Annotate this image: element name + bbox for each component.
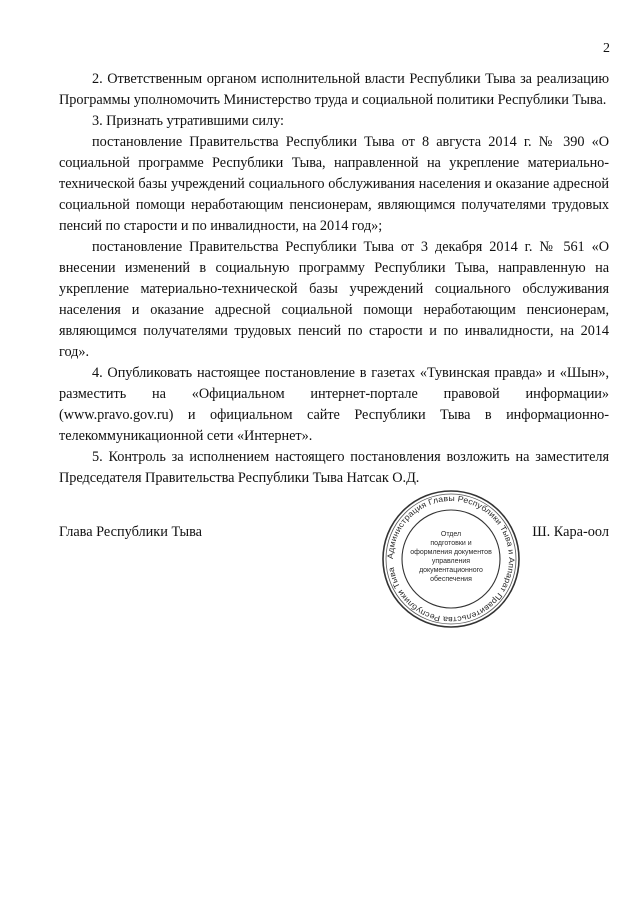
svg-text:Отдел: Отдел: [440, 531, 462, 538]
signatory-title: Глава Республики Тыва: [59, 524, 202, 540]
paragraph-repeal-heading: 3. Признать утратившими силу:: [92, 113, 284, 129]
signature-block: [59, 524, 609, 554]
svg-text:обеспечения: обеспечения: [430, 576, 472, 583]
paragraph-repeal-decree-390: постановление Правительства Республики Тыва от 8 августа 2014 г. № 390 «О социальной программе Республики Тыва, направленной на укрепление материально-технической базы учреждений социального обслуживания населения и оказание адресной социальной помощи неработающим пенсионерам, являющимся получателями трудовых пенсий по старости и по инвалидности, на 2014 год»;: [59, 134, 609, 234]
paragraph-control: 5. Контроль за исполнением настоящего постановления возложить на заместителя Председателя Правительства Республики Тыва Натсак О.Д.: [59, 449, 609, 486]
svg-text:документационного: документационного: [419, 567, 483, 574]
document-body: [59, 69, 609, 489]
signatory-name: Ш. Кара-оол: [532, 524, 609, 540]
svg-text:подготовки и: подготовки и: [430, 540, 472, 547]
svg-text:оформления документов: оформления документов: [410, 549, 492, 556]
svg-text:Администрация Главы Республики: Администрация Главы Республики Тыва и Аппарат Правительства Республики Тыва: [385, 493, 517, 625]
official-seal: [380, 488, 522, 630]
svg-text:управления: управления: [431, 558, 471, 565]
paragraph-repeal-decree-561: постановление Правительства Республики Тыва от 3 декабря 2014 г. № 561 «О внесении изменений в социальную программу Республики Тыва, направленную на укрепление материально-технической базы учреждений социального обслуживания населения и оказание адресной социальной помощи неработающим пенсионерам, являющимся получателями трудовых пенсий по старости и по инвалидности, на 2014 год».: [59, 239, 609, 360]
paragraph-publication: 4. Опубликовать настоящее постановление в газетах «Тувинская правда» и «Шын», разместить на «Официальном интернет-портале правовой информации» (www.pravo.gov.ru) и официальном сайте Республики Тыва в информационно-телекоммуникационной сети «Интернет».: [59, 365, 609, 444]
page-number: 2: [603, 41, 610, 56]
paragraph-responsible-body: 2. Ответственным органом исполнительной власти Республики Тыва за реализацию Программы уполномочить Министерство труда и социальной политики Республики Тыва.: [59, 71, 609, 108]
